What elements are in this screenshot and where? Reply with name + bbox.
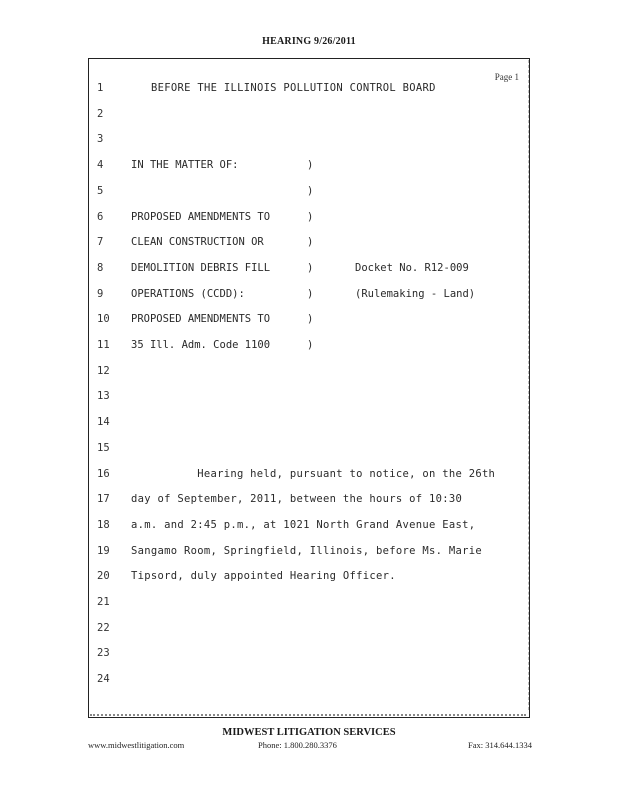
transcript-line (89, 339, 529, 355)
page-number: Page 1 (494, 72, 519, 82)
line-number: 14 (97, 416, 110, 429)
line-number: 19 (97, 544, 110, 557)
caption-c2: ) (307, 159, 314, 172)
line-number: 2 (97, 107, 104, 120)
transcript-line (89, 493, 529, 509)
line-number: 10 (97, 313, 110, 326)
caption-c1: OPERATIONS (CCDD): (131, 287, 245, 300)
transcript-line (89, 570, 529, 586)
caption-c2: ) (307, 287, 314, 300)
footer-phone: Phone: 1.800.280.3376 (258, 740, 337, 750)
transcript-line (89, 288, 529, 304)
line-number: 20 (97, 570, 110, 583)
line-text: Hearing held, pursuant to notice, on the 26th (131, 467, 496, 480)
line-text: day of September, 2011, between the hours of 10:30 (131, 493, 463, 506)
transcript-line (89, 647, 529, 663)
transcript-line (89, 313, 529, 329)
line-text: Tipsord, duly appointed Hearing Officer. (131, 570, 396, 583)
transcript-line (89, 519, 529, 535)
transcript-line (89, 596, 529, 612)
transcript-line (89, 133, 529, 149)
transcript-line (89, 82, 529, 98)
transcript-line (89, 673, 529, 689)
scan-noise-line (90, 714, 526, 720)
line-number: 11 (97, 339, 110, 351)
line-number: 6 (97, 210, 104, 223)
caption-c2: ) (307, 210, 314, 223)
line-number: 16 (97, 467, 110, 480)
document-header: HEARING 9/26/2011 (262, 36, 356, 47)
transcript-line (89, 442, 529, 458)
line-number: 1 (97, 82, 104, 94)
line-number: 9 (97, 287, 104, 300)
transcript-line (89, 365, 529, 381)
caption-c1: IN THE MATTER OF: (131, 159, 239, 172)
line-number: 23 (97, 647, 110, 660)
footer-company: MIDWEST LITIGATION SERVICES (222, 727, 396, 738)
line-number: 7 (97, 236, 104, 249)
caption-c1: DEMOLITION DEBRIS FILL (131, 261, 271, 274)
transcript-line (89, 236, 529, 252)
transcript-line (89, 108, 529, 124)
line-text: a.m. and 2:45 p.m., at 1021 North Grand Avenue East, (131, 518, 476, 531)
line-number: 13 (97, 390, 110, 403)
transcript-line (89, 185, 529, 201)
line-number: 17 (97, 493, 110, 506)
line-number: 18 (97, 518, 110, 531)
transcript-line (89, 390, 529, 406)
scan-edge-marks (528, 60, 533, 710)
caption-c3: Docket No. R12-009 (355, 261, 469, 274)
transcript-page-frame (88, 58, 530, 718)
caption-c3: (Rulemaking - Land) (355, 287, 476, 300)
line-number: 3 (97, 133, 104, 146)
transcript-line (89, 545, 529, 561)
caption-c2: ) (307, 184, 314, 197)
line-number: 15 (97, 441, 110, 454)
transcript-line (89, 262, 529, 278)
line-number: 8 (97, 261, 104, 274)
line-text: Sangamo Room, Springfield, Illinois, before Ms. Marie (131, 544, 482, 557)
transcript-line (89, 622, 529, 638)
caption-c1: PROPOSED AMENDMENTS TO (131, 313, 271, 326)
caption-c2: ) (307, 313, 314, 326)
transcript-line (89, 468, 529, 484)
line-number: 12 (97, 364, 110, 377)
transcript-line (89, 159, 529, 175)
transcript-line (89, 211, 529, 227)
footer-fax: Fax: 314.644.1334 (468, 740, 532, 750)
line-number: 22 (97, 621, 110, 634)
line-number: 24 (97, 673, 110, 686)
caption-c1: PROPOSED AMENDMENTS TO (131, 210, 271, 223)
caption-c1: 35 Ill. Adm. Code 1100 (131, 339, 271, 351)
line-text: BEFORE THE ILLINOIS POLLUTION CONTROL BOARD (151, 82, 436, 94)
caption-c2: ) (307, 261, 314, 274)
transcript-line (89, 416, 529, 432)
line-number: 4 (97, 159, 104, 172)
footer-website: www.midwestlitigation.com (88, 740, 185, 750)
caption-c1: CLEAN CONSTRUCTION OR (131, 236, 264, 249)
line-number: 21 (97, 596, 110, 608)
caption-c2: ) (307, 236, 314, 249)
caption-c2: ) (307, 339, 314, 351)
line-number: 5 (97, 184, 104, 197)
